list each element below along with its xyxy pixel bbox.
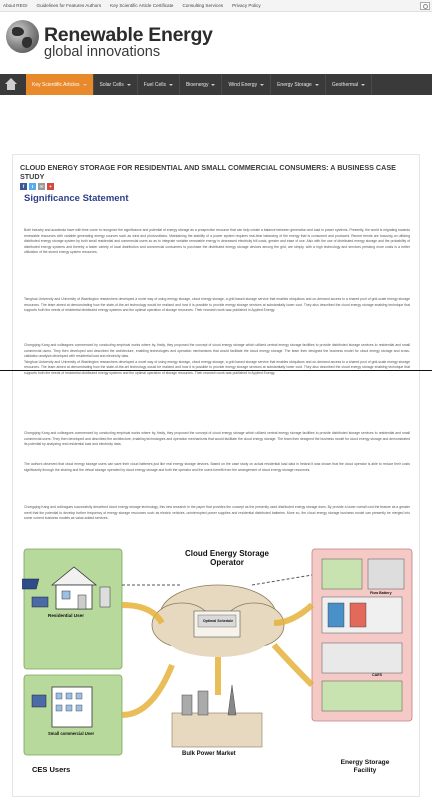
main-navbar	[0, 74, 432, 95]
operator-label: Cloud Energy Storage Operator	[184, 549, 269, 567]
section-heading: Significance Statement	[24, 193, 129, 204]
caes-label: CAES	[372, 673, 382, 677]
chevron-down-icon	[169, 84, 173, 86]
top-utility-bar	[0, 0, 432, 12]
chevron-down-icon	[211, 84, 215, 86]
top-link-privacy[interactable]: Privacy Policy	[232, 3, 261, 8]
bulk-power-label: Bulk Power Market	[182, 751, 236, 757]
search-icon[interactable]	[420, 2, 430, 10]
diagram-svg	[22, 545, 414, 795]
home-icon[interactable]	[4, 78, 18, 91]
paragraph-3	[24, 343, 410, 425]
paragraph-6: Chongqing Kang and colleagues successfully described cloud energy storage technology, this new research in the paper that provides the concept as the presently used distributed energy storage does. By provide a lower overall cost the feature as a greater merit that the potential to develop further frequency of energy storage resources such as electric vehicles, uninterrupted power supplies and residential distributed batteries. More so, the cloud energy storage business model can presently be merged into some current business models as value-added services.	[24, 505, 410, 520]
nav-item-wind-energy[interactable]: Wind Energy	[222, 74, 271, 95]
share-icon[interactable]: +	[47, 183, 54, 190]
nav-item-energy-storage[interactable]: Energy Storage	[271, 74, 326, 95]
twitter-icon[interactable]: t	[29, 183, 36, 190]
email-icon[interactable]: ✉	[39, 183, 44, 189]
flow-battery-label: Flow Battery	[370, 591, 392, 595]
top-link-guidelines[interactable]: Guidelines for Features Authors	[36, 3, 102, 8]
paragraph-4: Chongqing Kang and colleagues commenced by conducting empirical works where by, firstly, they proposed the concept of cloud energy storage which utilized central energy storage facilities to provide distributed storage services to residential and small commercial users. They then developed and described the architecture, enabling technologies and operation mechanisms that would facilitate the cloud energy storage. The team then designed the business model for cloud energy storage and demonstrated its potential by analyzing real residential load and electricity data.	[24, 431, 410, 446]
residential-label: Residential User	[48, 613, 84, 618]
commercial-label: Small commercial User	[48, 731, 95, 736]
chevron-down-icon	[315, 84, 319, 86]
nav-item-fuel-cells[interactable]: Fuel Cells	[138, 74, 180, 95]
overlay-text: Tsinghua University and University of Washington researchers developed a novel way of using energy storage, cloud energy storage, a grid based storage service that enables ubiquitous and on-demand access to a shared pool of grid-scale energy storage resources. The team aimed at demonstrating how the state-of-the-art technology would be realized and how it is possible to provide energy storage services at substantially lower cost. They also described the cloud energy storage enabling technique that supports both the needs of residential distributed energy systems and the optimal operation of storage resources. Their research work was published in Applied Energy.	[24, 359, 410, 375]
schedule-label: Optimal Schedule	[202, 619, 234, 623]
paragraph-5: The authors observed that cloud energy storage users can save their cloud batteries just like real energy storage devices. Based on the case study on actual residential load data in Ireland it was shown that the cloud operator is able to reduce their costs significantly through the sharing and the virtual storage operated by cloud energy storage and both the operator and the users benefit from the arrangement of cloud energy storage resources.	[24, 462, 410, 472]
cloud-energy-storage-diagram	[22, 545, 414, 795]
article-title: CLOUD ENERGY STORAGE FOR RESIDENTIAL AND SMALL COMMERCIAL CONSUMERS: A BUSINESS CASE STUDY	[20, 163, 396, 182]
control-lines	[122, 575, 312, 585]
chevron-down-icon	[127, 84, 131, 86]
top-link-certificate[interactable]: Key Scientific Article Certificate	[110, 3, 174, 8]
globe-logo-icon[interactable]	[6, 20, 39, 53]
facility-label: Energy Storage Facility	[340, 759, 390, 774]
nav-item-solar-cells[interactable]: Solar Cells	[94, 74, 138, 95]
ces-users-label: CES Users	[32, 765, 71, 774]
nav-item-bioenergy[interactable]: Bioenergy	[180, 74, 223, 95]
chevron-down-icon	[260, 84, 264, 86]
nav-item-geothermal[interactable]: Geothermal	[326, 74, 372, 95]
nav-item-key-articles[interactable]: Key Scientific Articles	[26, 74, 94, 95]
divider-line	[0, 370, 432, 371]
logo-subtitle: global innovations	[44, 44, 161, 60]
paragraph-1: Both industry and academia have with time come to recognize the significance and potential of energy storage as a prospective resource that can help create a balance between generation and load in power systems. Presently, the world is migrating towards renewable resources with variable generating energy sources such as wind and photovoltaics. Maintaining the stability of a power system requires real-time balancing of the energy that is consumed and produced. Recent trends are focusing on utilizing distributed energy storage system by both small residential and commercial users so as to integrate variable renewable energy in decreased electricity bill costs, greater and ease of use. Also with the use of distributed energy storage and the probability of distributed energy systems and thereby a faster variety of local distribution and commercial consumers to purchase the distributed energy storage devices among the grid, are simply, with a high technology and services pressing more costs is a better utilization of the stored energy system resources.	[24, 228, 410, 254]
chevron-down-icon	[361, 84, 365, 86]
facebook-icon[interactable]: f	[20, 183, 27, 190]
paragraph-3-text: Chongqing Kang and colleagues commenced by conducting empirical works where by, firstly, they proposed the concept of cloud energy storage which utilized central energy storage facilities to provide distributed storage services to residential and small commercial users. They then developed and described the architecture, enabling technologies and operation mechanisms that would facilitate the cloud energy storage. The team then designed the business model for cloud energy storage and cross-validation analysis developed with residential load and electricity data.	[24, 343, 410, 358]
paragraph-2: Tsinghua University and University of Washington researchers developed a novel way of using energy storage, cloud energy storage, a grid based storage service that enables ubiquitous and on-demand access to a shared pool of grid-scale energy storage resources. The team aimed at demonstrating how the state-of-the-art technology would be realized and how it is possible to provide energy storage services at substantially lower cost. They also described the cloud energy storage enabling technique that supports both the needs of residential distributed energy systems and the optimal operation of storage resources. Their research work was published in Applied Energy.	[24, 297, 410, 312]
top-link-consulting[interactable]: Consulting Services	[182, 3, 224, 8]
chevron-down-icon	[83, 84, 87, 86]
top-link-about[interactable]: About REGI	[3, 3, 28, 8]
logo-title[interactable]: Renewable Energy	[44, 24, 213, 46]
